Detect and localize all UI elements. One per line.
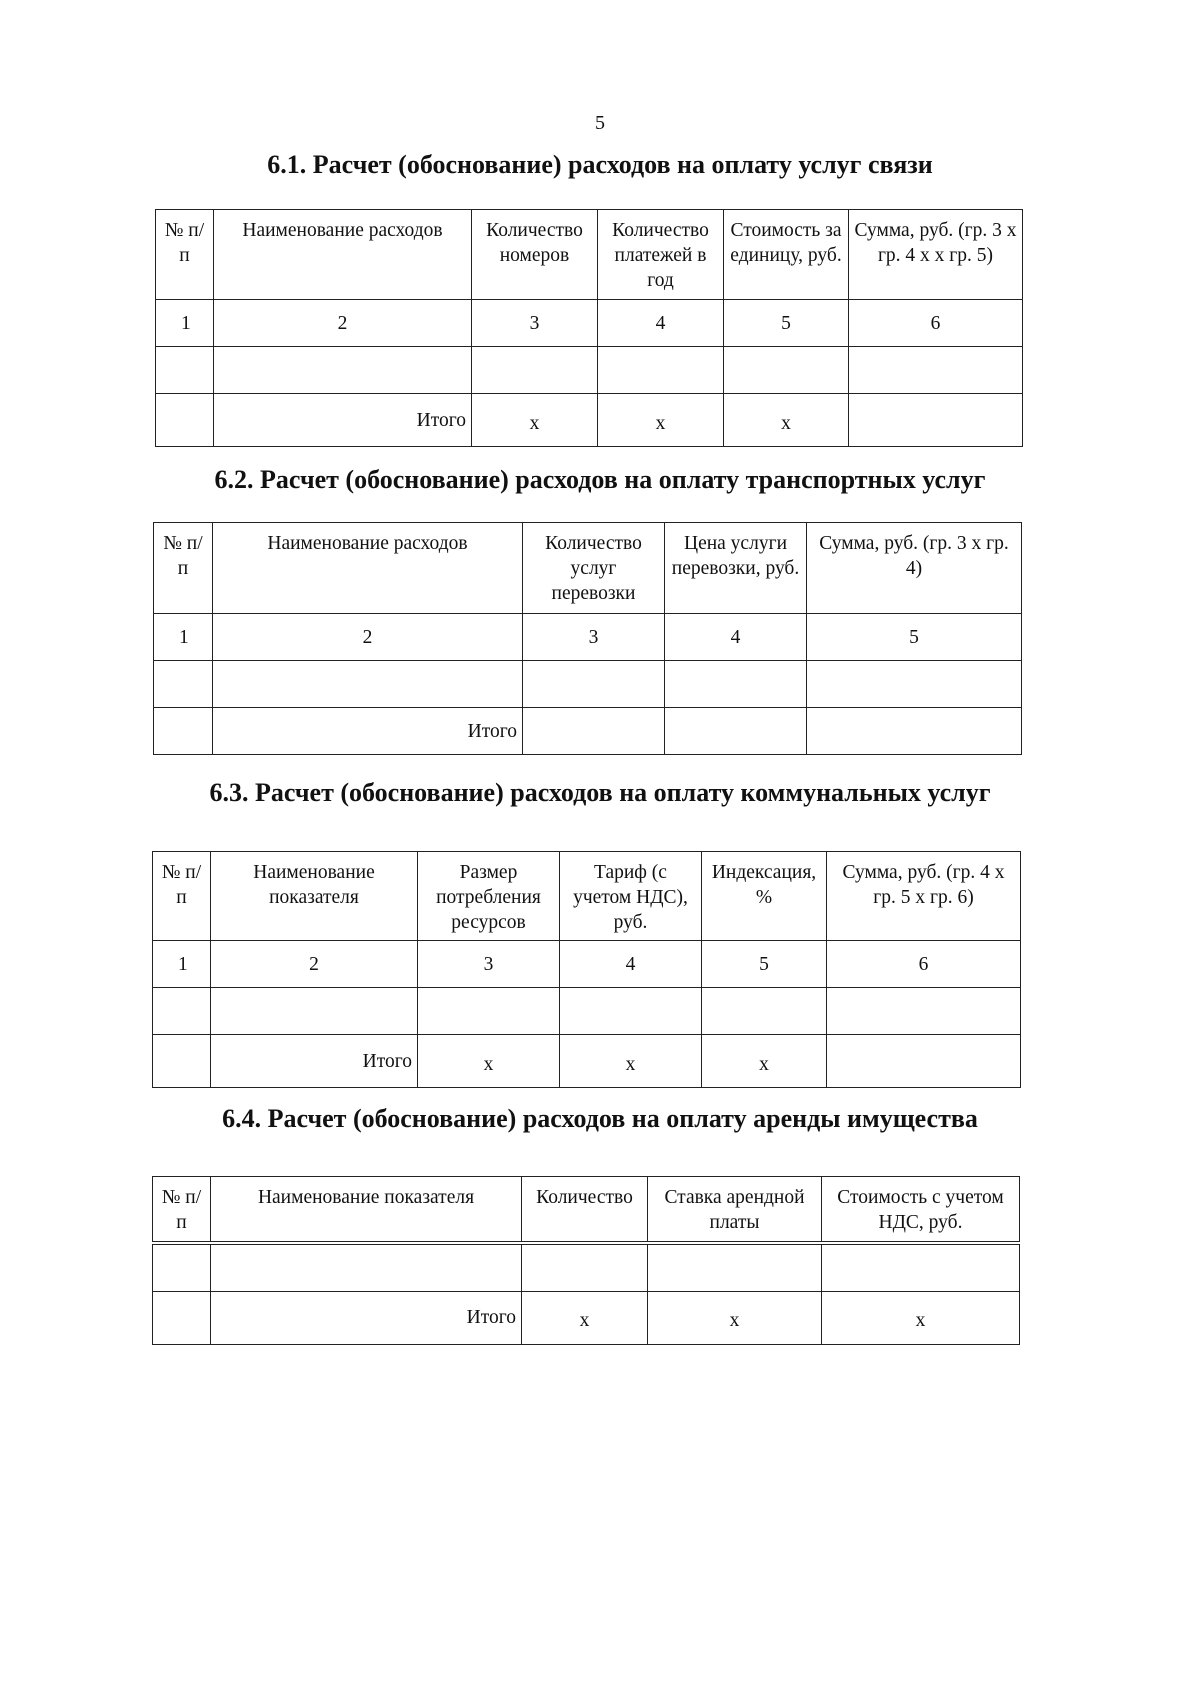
header-cell: Наименование показателя xyxy=(211,1177,522,1243)
number-cell: 2 xyxy=(213,614,523,661)
total-cell xyxy=(156,394,214,447)
table-row xyxy=(154,661,1022,708)
total-cell xyxy=(827,1035,1021,1088)
number-cell: 6 xyxy=(827,941,1021,988)
total-cell: x xyxy=(724,394,849,447)
header-cell: Количество услуг перевозки xyxy=(523,523,665,614)
total-cell xyxy=(807,708,1022,755)
header-cell: Количество номеров xyxy=(472,210,598,300)
total-row xyxy=(154,708,1022,755)
empty-cell xyxy=(153,988,211,1035)
section-title-6-2: 6.2. Расчет (обоснование) расходов на оплату транспортных услуг xyxy=(214,465,986,494)
empty-cell xyxy=(807,661,1022,708)
header-cell: Количество xyxy=(522,1177,648,1243)
section-title-6-4: 6.4. Расчет (обоснование) расходов на оплату аренды имущества xyxy=(222,1104,978,1133)
empty-cell xyxy=(522,1243,648,1292)
number-cell: 1 xyxy=(156,300,214,347)
table-header-row xyxy=(156,210,1023,300)
total-row xyxy=(153,1291,1020,1344)
number-cell: 1 xyxy=(153,941,211,988)
number-cell: 4 xyxy=(665,614,807,661)
table-property-rent xyxy=(152,1176,1020,1345)
total-cell xyxy=(153,1035,211,1088)
empty-cell xyxy=(156,347,214,394)
header-cell: № п/п xyxy=(153,852,211,941)
total-row xyxy=(153,1035,1021,1088)
number-cell: 3 xyxy=(472,300,598,347)
number-cell: 2 xyxy=(211,941,418,988)
total-cell xyxy=(153,1291,211,1344)
empty-cell xyxy=(472,347,598,394)
table-row xyxy=(153,988,1021,1035)
empty-cell xyxy=(598,347,724,394)
table-communication-services xyxy=(155,209,1023,447)
total-cell: x xyxy=(822,1291,1020,1344)
total-label: Итого xyxy=(213,708,523,755)
header-cell: № п/п xyxy=(156,210,214,300)
table-row xyxy=(153,1243,1020,1292)
number-cell: 1 xyxy=(154,614,213,661)
total-label: Итого xyxy=(211,1291,522,1344)
header-cell: Наименование показателя xyxy=(211,852,418,941)
total-cell: x xyxy=(648,1291,822,1344)
number-cell: 4 xyxy=(560,941,702,988)
page-number: 5 xyxy=(595,112,605,134)
column-number-row xyxy=(154,614,1022,661)
empty-cell xyxy=(211,988,418,1035)
empty-cell xyxy=(827,988,1021,1035)
header-cell: Наименование расходов xyxy=(213,523,523,614)
total-row xyxy=(156,394,1023,447)
number-cell: 3 xyxy=(523,614,665,661)
header-cell: Сумма, руб. (гр. 4 x гр. 5 x гр. 6) xyxy=(827,852,1021,941)
column-number-row xyxy=(153,941,1021,988)
header-cell: Ставка арендной платы xyxy=(648,1177,822,1243)
table-header-row xyxy=(154,523,1022,614)
table-header-row xyxy=(153,852,1021,941)
empty-cell xyxy=(211,1243,522,1292)
empty-cell xyxy=(702,988,827,1035)
total-cell xyxy=(849,394,1023,447)
total-cell: x xyxy=(522,1291,648,1344)
header-cell: Тариф (с учетом НДС), руб. xyxy=(560,852,702,941)
header-cell: Индексация, % xyxy=(702,852,827,941)
header-cell: Стоимость с учетом НДС, руб. xyxy=(822,1177,1020,1243)
empty-cell xyxy=(523,661,665,708)
header-cell: Цена услуги перевозки, руб. xyxy=(665,523,807,614)
total-cell: x xyxy=(560,1035,702,1088)
total-cell xyxy=(665,708,807,755)
number-cell: 6 xyxy=(849,300,1023,347)
header-cell: Размер потребления ресурсов xyxy=(418,852,560,941)
section-title-6-1: 6.1. Расчет (обоснование) расходов на оплату услуг связи xyxy=(267,150,933,179)
column-number-row xyxy=(156,300,1023,347)
number-cell: 5 xyxy=(807,614,1022,661)
table-row xyxy=(156,347,1023,394)
header-cell: Стоимость за единицу, руб. xyxy=(724,210,849,300)
table-transport-services xyxy=(153,522,1022,755)
header-cell: № п/п xyxy=(153,1177,211,1243)
header-cell: № п/п xyxy=(154,523,213,614)
total-cell: x xyxy=(418,1035,560,1088)
table-utility-services xyxy=(152,851,1021,1088)
header-cell: Сумма, руб. (гр. 3 x гр. 4 x x гр. 5) xyxy=(849,210,1023,300)
number-cell: 5 xyxy=(702,941,827,988)
total-label: Итого xyxy=(211,1035,418,1088)
number-cell: 3 xyxy=(418,941,560,988)
table-header-row xyxy=(153,1177,1020,1243)
empty-cell xyxy=(213,661,523,708)
empty-cell xyxy=(418,988,560,1035)
number-cell: 5 xyxy=(724,300,849,347)
section-title-6-3: 6.3. Расчет (обоснование) расходов на оплату коммунальных услуг xyxy=(209,778,991,807)
header-cell: Количество платежей в год xyxy=(598,210,724,300)
empty-cell xyxy=(849,347,1023,394)
total-cell: x xyxy=(472,394,598,447)
header-cell: Сумма, руб. (гр. 3 x гр. 4) xyxy=(807,523,1022,614)
header-cell: Наименование расходов xyxy=(214,210,472,300)
empty-cell xyxy=(153,1243,211,1292)
empty-cell xyxy=(560,988,702,1035)
empty-cell xyxy=(154,661,213,708)
empty-cell xyxy=(724,347,849,394)
total-cell xyxy=(154,708,213,755)
number-cell: 2 xyxy=(214,300,472,347)
total-cell xyxy=(523,708,665,755)
empty-cell xyxy=(648,1243,822,1292)
number-cell: 4 xyxy=(598,300,724,347)
total-cell: x xyxy=(598,394,724,447)
empty-cell xyxy=(822,1243,1020,1292)
total-cell: x xyxy=(702,1035,827,1088)
empty-cell xyxy=(214,347,472,394)
empty-cell xyxy=(665,661,807,708)
total-label: Итого xyxy=(214,394,472,447)
